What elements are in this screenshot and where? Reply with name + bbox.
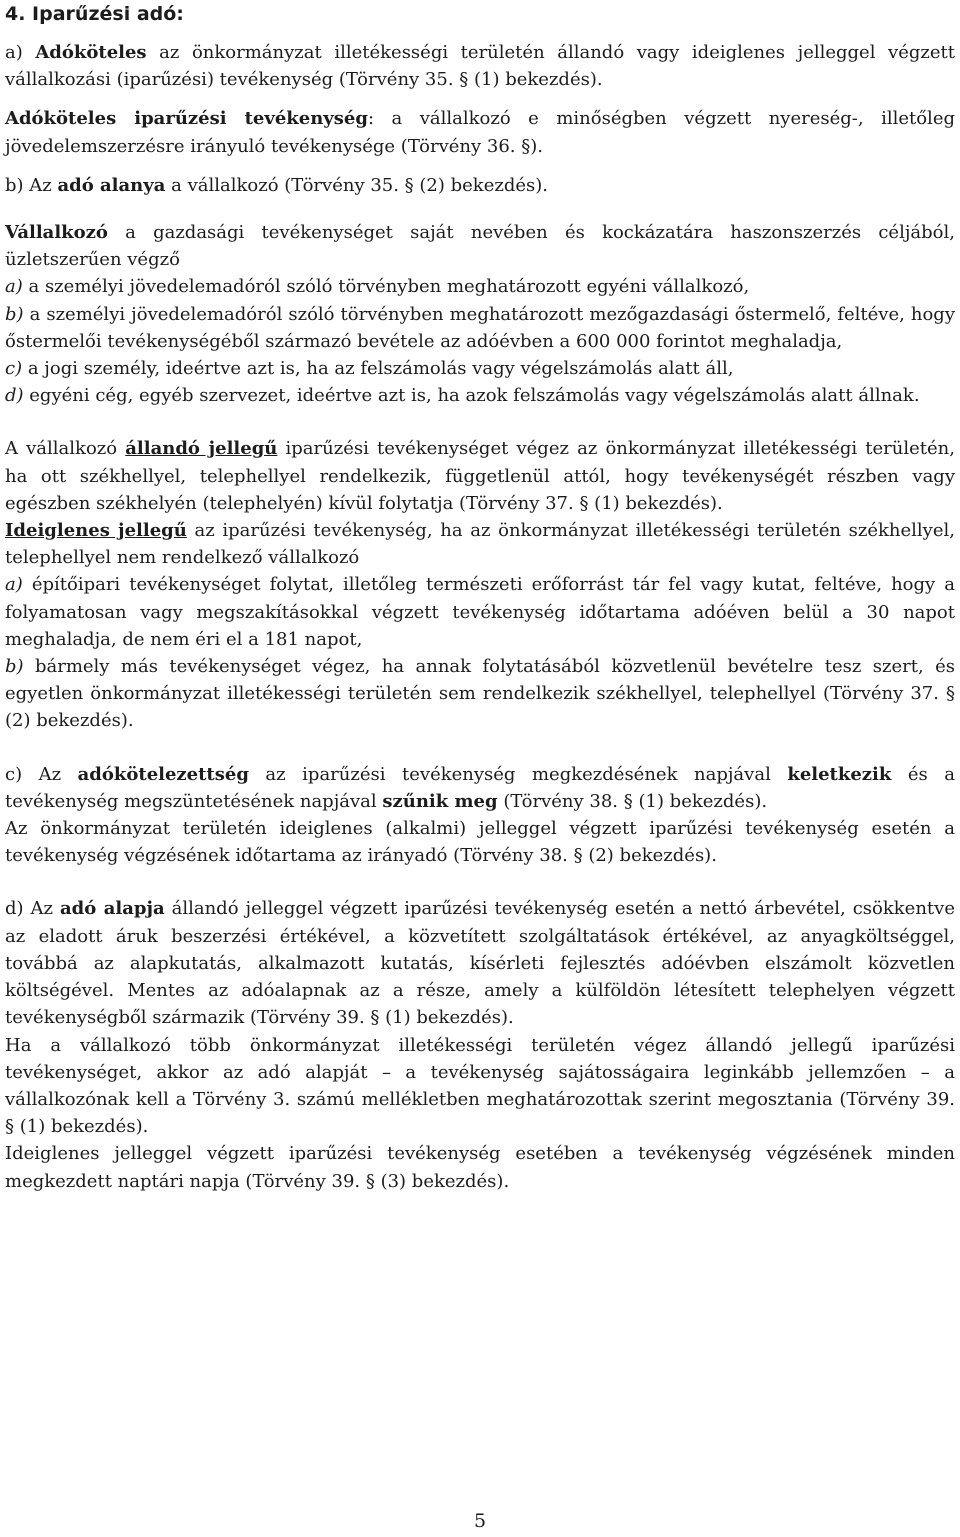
paragraph-permanent-activity: A vállalkozó állandó jellegű iparűzési tevékenységet végez az önkormányzat illetékességi területén, ha ott székhellyel, telephellyel rendelkezik, függetlenül attól, hogy tevékenységét részben vagy egészben székhelyén (telephelyén) kívül folytatja (Törvény 37. § (1) bekezdés). xyxy=(5,438,955,514)
list-marker: b) xyxy=(5,656,24,678)
page-number: 5 xyxy=(473,1510,487,1532)
paragraph-vallalkozo-definition: Vállalkozó a gazdasági tevékenységet saját nevében és kockázatára haszonszerzés céljából, üzletszerűen végző xyxy=(5,222,955,271)
paragraph-temporary-activity: Ideiglenes jellegű az iparűzési tevékenység, ha az önkormányzat illetékességi területén székhellyel, telephellyel nem rendelkező vállalkozó xyxy=(5,520,955,569)
paragraph-b-tax-subject: b) Az adó alanya a vállalkozó (Törvény 35. § (2) bekezdés). xyxy=(5,174,548,196)
list-marker: c) xyxy=(5,358,23,380)
paragraph-taxable-business-activity: Adóköteles iparűzési tevékenység: a vállalkozó e minőségben végzett nyereség-, illetőleg jövedelemszerzésre irányuló tevékenysége (Törvény 36. §). xyxy=(5,108,955,157)
term-adokotelezettseg: adókötelezettség xyxy=(77,763,249,785)
term-ado-alapja: adó alapja xyxy=(59,898,165,920)
list-item: a) építőipari tevékenységet folytat, illetőleg természeti erőforrást tár fel vagy kutat, feltéve, hogy a folyamatosan vagy megszakításokkal végzett tevékenység időtartama adóéven belül a 30 napot meghaladja, de nem éri el a 181 napot, xyxy=(5,574,955,650)
term-keletkezik: keletkezik xyxy=(787,763,892,785)
term-vallalkozo: Vállalkozó xyxy=(5,222,108,244)
term-adokoteles-iparuzesi: Adóköteles iparűzési tevékenység xyxy=(5,108,368,130)
list-marker: b) xyxy=(5,303,24,325)
list-item: b) a személyi jövedelemadóról szóló törvényben meghatározott mezőgazdasági őstermelő, feltéve, hogy őstermelői tevékenységéből származó bevétele az adóévben a 600 000 forintot meghaladja, xyxy=(5,303,955,352)
term-szunik-meg: szűnik meg xyxy=(382,790,498,812)
term-allando-jellegu: állandó jellegű xyxy=(125,438,278,460)
document-page xyxy=(5,0,955,1195)
term-ideiglenes-jellegu: Ideiglenes jellegű xyxy=(5,520,187,542)
paragraph-c-tax-liability: c) Az adókötelezettség az iparűzési tevékenység megkezdésének napjával keletkezik és a tevékenység megszüntetésének napjával szűnik meg (Törvény 38. § (1) bekezdés). xyxy=(5,763,955,812)
list-item: d) egyéni cég, egyéb szervezet, ideértve azt is, ha azok felszámolás vagy végelszámolás alatt állnak. xyxy=(5,385,920,407)
list-marker: d) xyxy=(5,385,24,407)
list-item: c) a jogi személy, ideértve azt is, ha az felszámolás vagy végelszámolás alatt áll, xyxy=(5,358,734,380)
list-item: a) a személyi jövedelemadóról szóló törvényben meghatározott egyéni vállalkozó, xyxy=(5,276,750,298)
list-marker: a) xyxy=(5,276,23,298)
list-item: b) bármely más tevékenységet végez, ha annak folytatásából közvetlenül bevételre tesz szert, és egyetlen önkormányzat illetékességi területén sem rendelkezik székhellyel, telephellyel (Törvény 37. § (2) bekezdés). xyxy=(5,656,955,732)
term-adokoteles: Adóköteles xyxy=(35,42,147,63)
paragraph-temporary-base: Ideiglenes jelleggel végzett iparűzési tevékenység esetében a tevékenység végzésének minden megkezdett naptári napja (Törvény 39. § (3) bekezdés). xyxy=(5,1143,955,1192)
list-marker: a) xyxy=(5,574,23,596)
paragraph-a-taxable-activity: a) Adóköteles az önkormányzat illetékességi területén állandó vagy ideiglenes jelleggel végzett vállalkozási (iparűzési) tevékenység (Törvény 35. § (1) bekezdés). xyxy=(5,42,955,91)
term-ado-alanya: adó alanya xyxy=(57,174,166,196)
paragraph-multi-municipality: Ha a vállalkozó több önkormányzat illetékességi területén végez állandó jellegű iparűzési tevékenységet, akkor az adó alapját – a tevékenység sajátosságaira leginkább jellemzően – a vállalkozónak kell a Törvény 3. számú mellékletben meghatározottak szerint megosztania (Törvény 39. § (1) bekezdés). xyxy=(5,1034,955,1138)
paragraph-d-tax-base: d) Az adó alapja állandó jelleggel végzett iparűzési tevékenység esetén a nettó árbevétel, csökkentve az eladott áruk beszerzési értékével, a közvetített szolgáltatások értékével, az anyagköltséggel, továbbá az alapkutatás, alkalmazott kutatás, kísérleti fejlesztés adóévben elszámolt közvetlen költségével. Mentes az adóalapnak az a része, amely a külföldön létesített telephelyen végzett tevékenységből származik (Törvény 39. § (1) bekezdés). xyxy=(5,898,955,1029)
paragraph-temporary-duration: Az önkormányzat területén ideiglenes (alkalmi) jelleggel végzett iparűzési tevékenység esetén a tevékenység végzésének időtartama az irányadó (Törvény 38. § (2) bekezdés). xyxy=(5,818,955,867)
section-heading: 4. Iparűzési adó: xyxy=(5,3,184,25)
